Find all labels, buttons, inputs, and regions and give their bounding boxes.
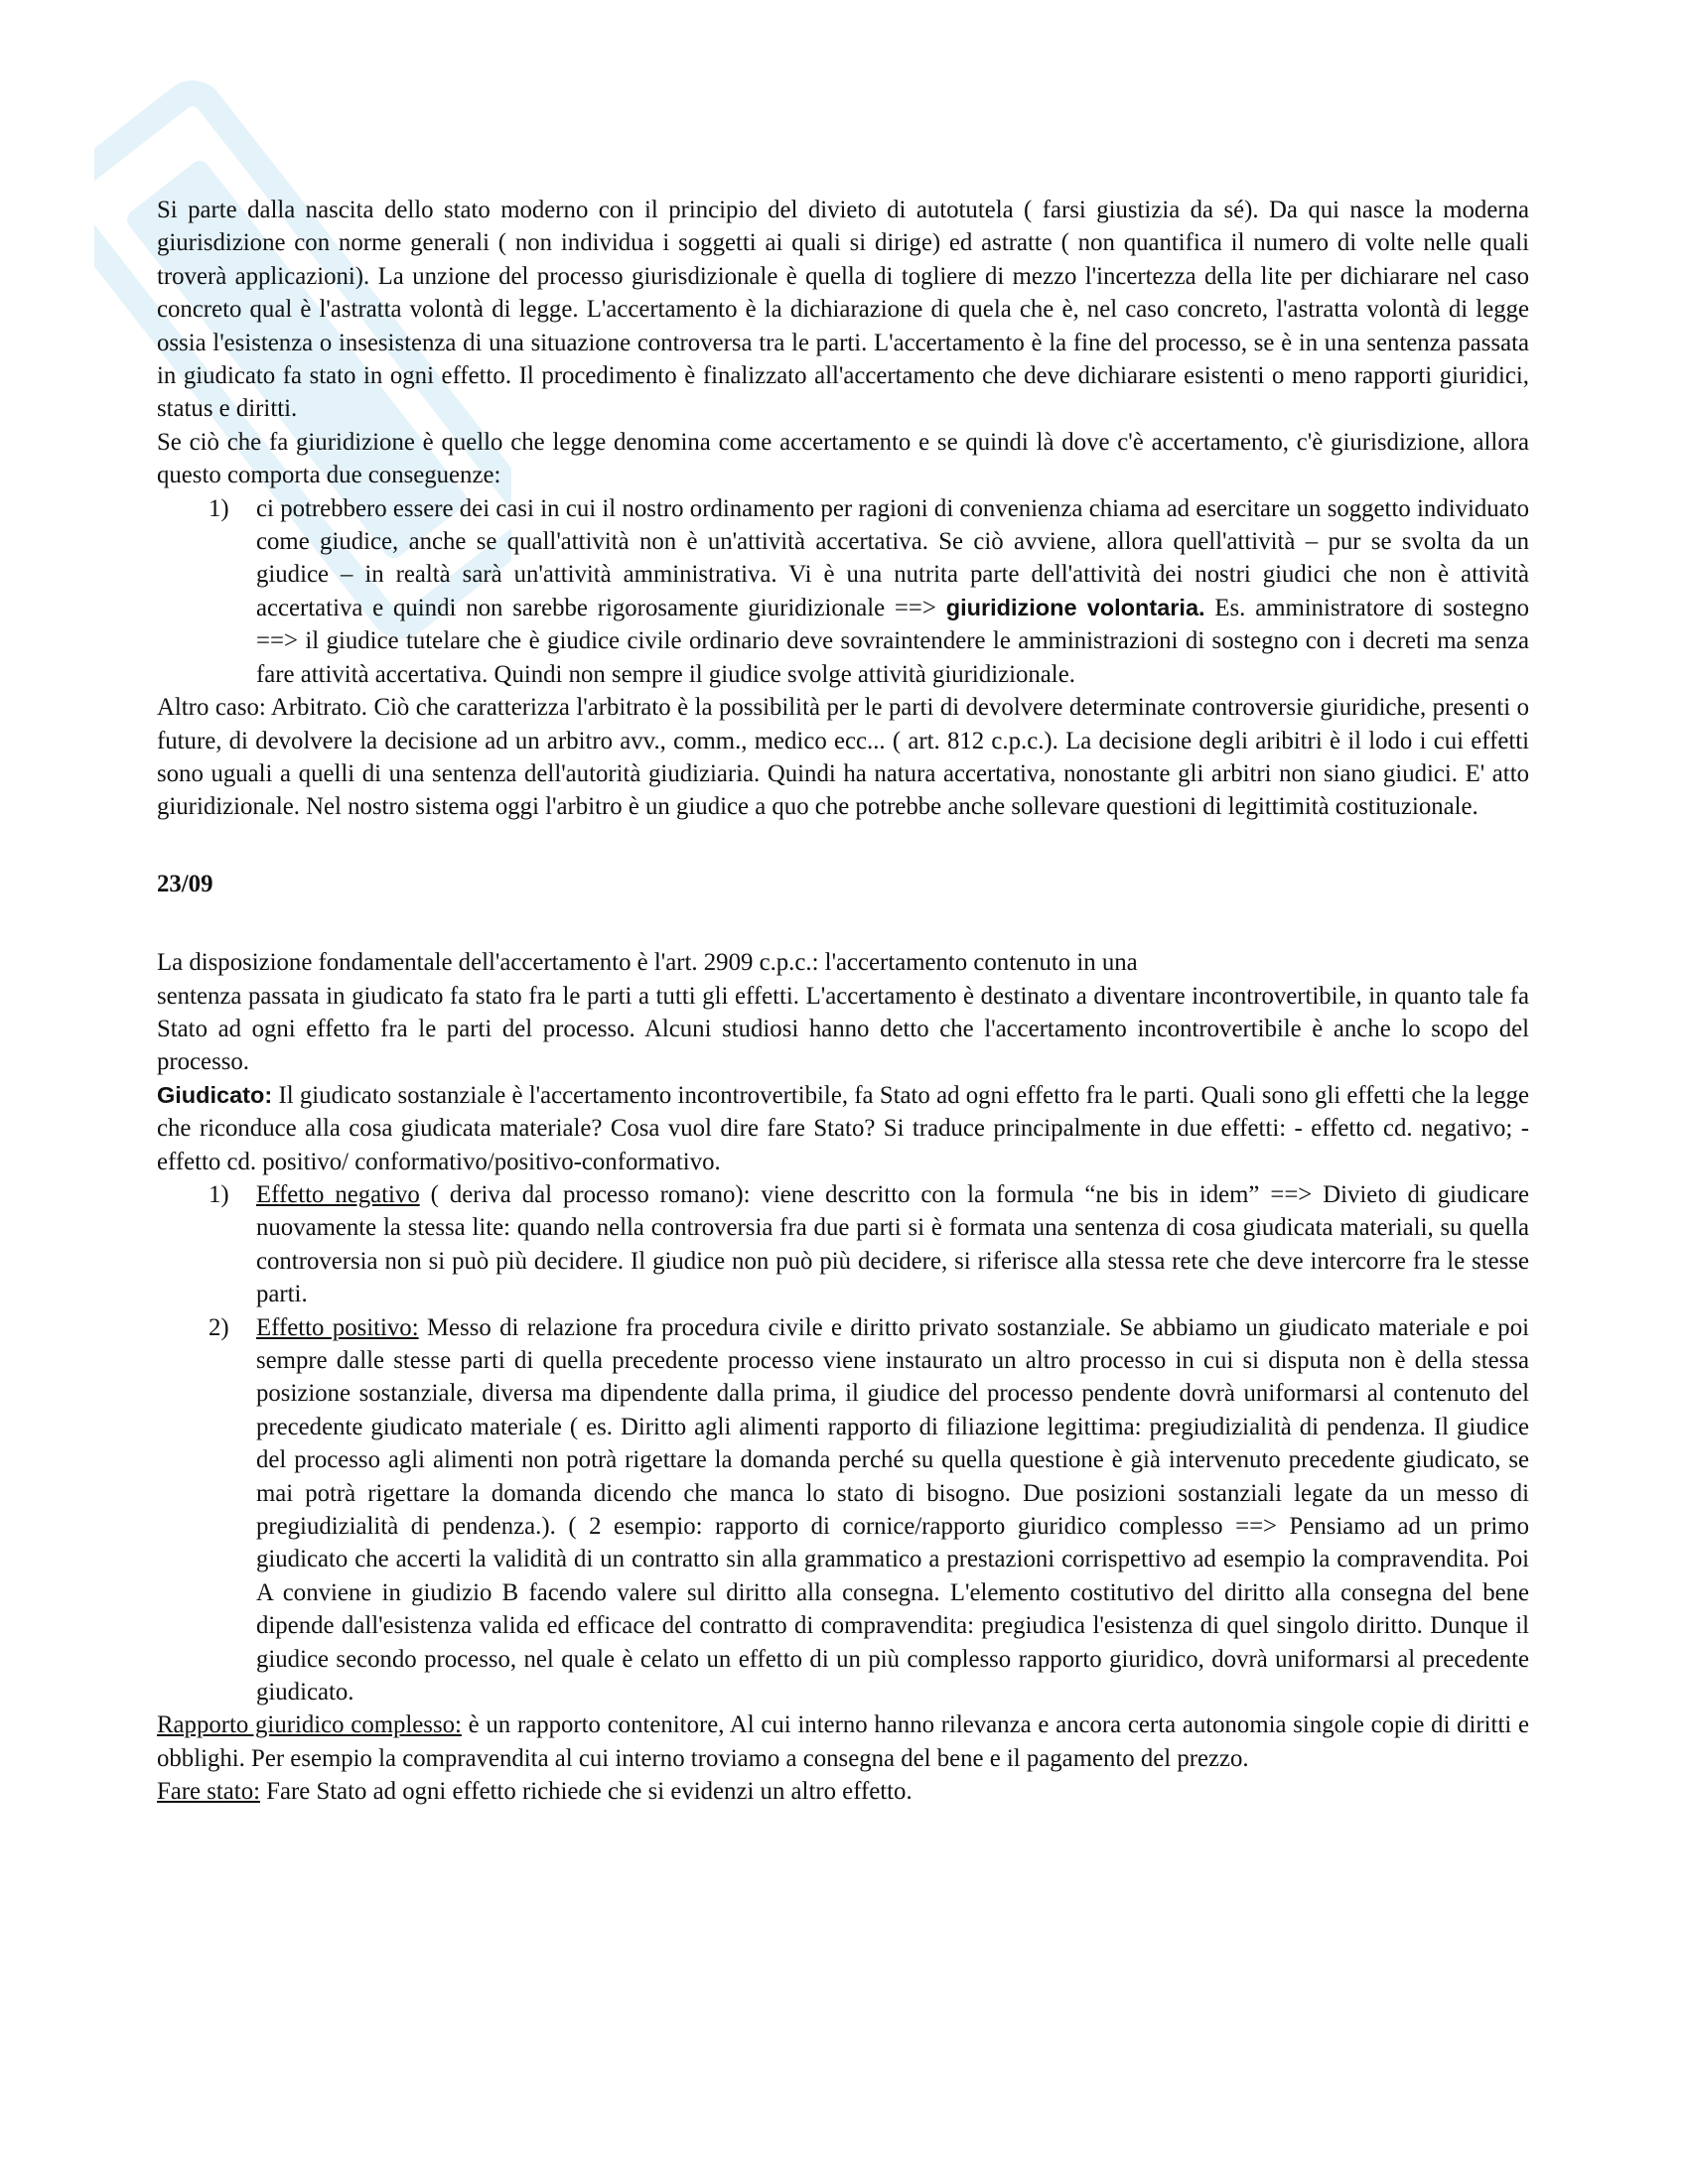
list-number: 1) [209,1180,229,1208]
term-label: Rapporto giuridico complesso: [157,1711,462,1739]
paragraph-giudicato [157,1079,1529,1178]
term-label: Giudicato: [157,1081,273,1108]
list-text: ci potrebbero essere dei casi in cui il nostro ordinamento per ragioni di convenienza chiama ad esercitare un soggetto individuato come giudice, anche se quall'attività non è un'attività accertativa. Se ciò avviene, allora quell'attività – pur se svolta da un giudice – in realtà sarà un'attività amministrativa. Vi è una nutrita parte dell'attività dei nostri giudici che non è attività accertativa e quindi non sarebbe rigorosamente giuridizionale ==> [256,494,1529,621]
document-page [157,194,1529,1809]
date-heading: 23/09 [157,870,213,897]
term-label: Fare stato: [157,1778,260,1806]
list-conseguenze [157,492,1529,691]
list-item [157,1311,1529,1709]
term-label: Effetto negativo [256,1180,420,1208]
list-effetti [157,1178,1529,1709]
list-text: Es. amministratore di sostegno ==> il giudice tutelare che è giudice civile ordinario deve sovraintendere le amministrazioni di sostegno con i decreti ma senza fare attività accertativa. Quindi non sempre il giudice svolge attività giuridizionale. [256,594,1530,688]
paragraph-arbitrato: Altro caso: Arbitrato. Ciò che caratterizza l'arbitrato è la possibilità per le parti di devolvere determinate controversie giuridiche, presenti o future, di devolvere la decisione ad un arbitro avv., comm., medico ecc... ( art. 812 c.p.c.). La decisione degli aribitri è il lodo i cui effetti sono uguali a quelli di una sentenza dell'autorità giudiziaria. Quindi ha natura accertativa, nonostante gli arbitri non siano giudici. E' atto giuridizionale. Nel nostro sistema oggi l'arbitro è un giudice a quo che potrebbe anche sollevare questioni di legittimità costituzionale. [157,694,1529,821]
term-label: Effetto positivo: [256,1313,419,1341]
paragraph-disposizione-line1: La disposizione fondamentale dell'accertamento è l'art. 2909 c.p.c.: l'accertamento contenuto in una [157,949,1138,977]
paragraph-giurisdizione-intro: Si parte dalla nascita dello stato moderno con il principio del divieto di autotutela ( farsi giustizia da sé). Da qui nasce la moderna giurisdizione con norme generali ( non individua i soggetti ai quali si dirige) ed astratte ( non quantifica il numero di volte nelle quali troverà applicazioni). La unzione del processo giurisdizionale è quella di togliere di mezzo l'incertezza della lite per dichiarare nel caso concreto qual è l'astratta volontà di legge. L'accertamento è la dichiarazione di quela che è, nel caso concreto, l'astratta volontà di legge ossia l'esistenza o insesistenza di una situazione controversa tra le parti. L'accertamento è la fine del processo, se è in una sentenza passata in giudicato fa stato in ogni effetto. Il procedimento è finalizzato all'accertamento che deve dichiarare esistenti o meno rapporti giuridici, status e diritti. [157,197,1529,423]
paragraph-fare-stato [157,1775,1529,1808]
term-text: Il giudicato sostanziale è l'accertamento incontrovertibile, fa Stato ad ogni effetto fra le parti. Quali sono gli effetti che la legge che riconduce alla cosa giudicata materiale? Cosa vuol dire fare Stato? Si traduce principalmente in due effetti: - effetto cd. negativo; - effetto cd. positivo/ conformativo/positivo-conformativo. [157,1081,1529,1175]
bold-term: giuridizione volontaria. [945,594,1205,620]
list-text: ( deriva dal processo romano): viene descritto con la formula “ne bis in idem” ==> Divieto di giudicare nuovamente la stessa lite: quando nella controversia fra due parti si è formata una sentenza di cosa giudicata materiali, su quella controversia non si può più decidere. Il giudice non può più decidere, si riferisce alla stessa rete che deve intercorre fra le stesse parti. [256,1180,1530,1308]
term-text: Fare Stato ad ogni effetto richiede che si evidenzi un altro effetto. [259,1778,913,1806]
paragraph-disposizione: sentenza passata in giudicato fa stato fra le parti a tutti gli effetti. L'accertamento è destinato a diventare incontrovertibile, in quanto tale fa Stato ad ogni effetto fra le parti del processo. Alcuni studiosi hanno detto che l'accertamento incontrovertibile è anche lo scopo del processo. [157,982,1529,1076]
list-number: 1) [209,494,229,522]
list-item [157,1178,1529,1311]
paragraph-conseguenze: Se ciò che fa giuridizione è quello che legge denomina come accertamento e se quindi là dove c'è accertamento, c'è giurisdizione, allora questo comporta due conseguenze: [157,428,1529,489]
list-number: 2) [209,1313,229,1341]
list-item [157,492,1529,691]
list-text: Messo di relazione fra procedura civile e diritto privato sostanziale. Se abbiamo un giudicato materiale e poi sempre dalle stesse parti di quella precedente processo viene instaurato un altro processo in cui si disputa non è della stessa posizione sostanziale, diversa ma dipendente dalla prima, il giudice del processo pendente dovrà uniformarsi al contenuto del precedente giudicato materiale ( es. Diritto agli alimenti rapporto di filiazione legittima: pregiudizialità di pendenza. Il giudice del processo agli alimenti non potrà rigettare la domanda perché su quella questione è già intervenuto precedente giudicato, se mai potrà rigettare la domanda dicendo che manca lo stato di bisogno. Due posizioni sostanziali legate da un messo di pregiudizialità di pendenza.). ( 2 esempio: rapporto di cornice/rapporto giuridico complesso ==> Pensiamo ad un primo giudicato che accerti la validità di un contratto sin alla grammatico a prestazioni corrispettivo ad esempio la compravendita. Poi A conviene in giudizio B facendo valere sul diritto alla consegna. L'elemento costitutivo del diritto alla consegna del bene dipende dall'esistenza valida ed efficace del contratto di compravendita: pregiudica l'esistenza di quel singolo diritto. Dunque il giudice secondo processo, nel quale è celato un effetto di un più complesso rapporto giuridico, dovrà uniformarsi al precedente giudicato. [256,1313,1529,1706]
paragraph-rapporto-complesso [157,1708,1529,1775]
term-text: è un rapporto contenitore, Al cui interno hanno rilevanza e ancora certa autonomia singole copie di diritti e obblighi. Per esempio la compravendita al cui interno troviamo a consegna del bene e il pagamento del prezzo. [157,1711,1529,1772]
